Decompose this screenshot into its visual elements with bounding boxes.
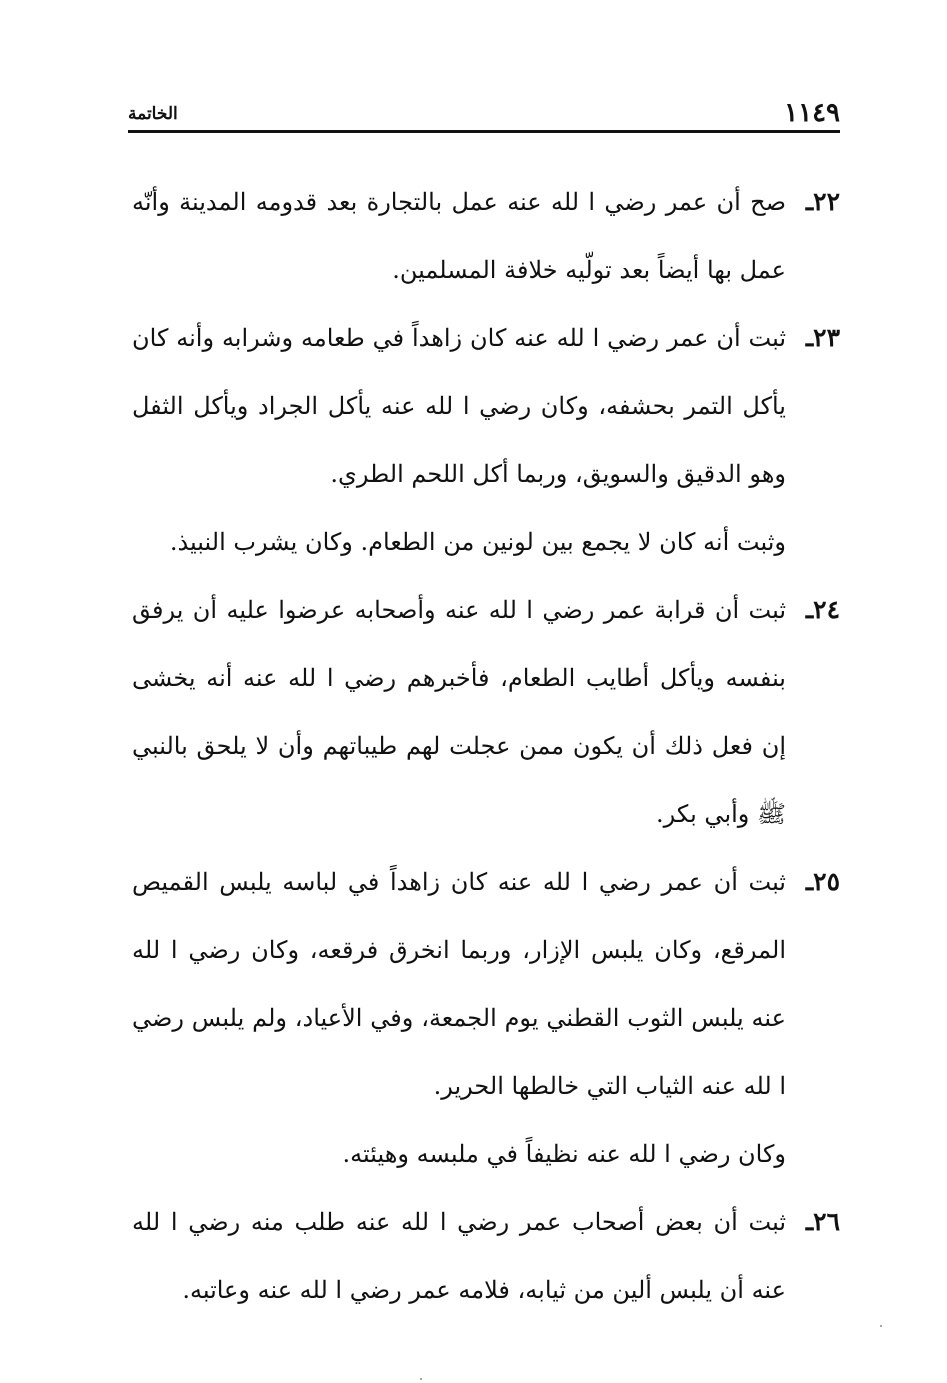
item-number: ٢٣ـ <box>805 323 840 352</box>
item-text: ثبت أن بعض أصحاب عمر رضي ا لله عنه طلب منه رضي ا لله عنه أن يلبس ألين من ثيابه، فلامه عمر رضي ا لله عنه وعاتبه. <box>132 1208 786 1304</box>
page-number: ١١٤٩ <box>784 98 840 128</box>
chapter-title: الخاتمة <box>128 104 178 124</box>
item-text: ثبت أن قرابة عمر رضي ا لله عنه وأصحابه عرضوا عليه أن يرفق بنفسه ويأكل أطايب الطعام، فأخبرهم رضي ا لله عنه أنه يخشى إن فعل ذلك أن يكون ممن عجلت لهم طيباتهم وأن لا يلحق بالنبي ﷺ وأبي بكر. <box>132 596 786 828</box>
item-number: ٢٦ـ <box>805 1207 840 1236</box>
list-item-26 <box>132 1188 840 1324</box>
continuation-paragraph: وكان رضي ا لله عنه نظيفاً في ملبسه وهيئته. <box>342 1140 786 1168</box>
running-header <box>128 96 840 133</box>
item-text: ثبت أن عمر رضي ا لله عنه كان زاهداً في طعامه وشرابه وأنه كان يأكل التمر بحشفه، وكان رضي ا لله عنه يأكل الجراد ويأكل الثفل وهو الدقيق والسويق، وربما أكل اللحم الطري. <box>132 324 786 488</box>
continuation-paragraph: وثبت أنه كان لا يجمع بين لونين من الطعام. وكان يشرب النبيذ. <box>169 528 786 556</box>
scan-speck <box>420 1378 422 1380</box>
list-item-25 <box>132 848 840 1120</box>
page-body <box>132 168 840 1324</box>
item-text: صح أن عمر رضي ا لله عنه عمل بالتجارة بعد قدومه المدينة وأنّه عمل بها أيضاً بعد تولّيه خلافة المسلمين. <box>132 188 786 284</box>
item-number: ٢٥ـ <box>805 867 840 896</box>
list-item-24 <box>132 576 840 848</box>
scan-speck <box>880 1325 882 1327</box>
item-number: ٢٤ـ <box>805 595 840 624</box>
list-item-22 <box>132 168 840 304</box>
item-number: ٢٢ـ <box>805 187 840 216</box>
list-item-23 <box>132 304 840 508</box>
item-text: ثبت أن عمر رضي ا لله عنه كان زاهداً في لباسه يلبس القميص المرقع، وكان يلبس الإزار، وربما انخرق فرقعه، وكان رضي ا لله عنه يلبس الثوب القطني يوم الجمعة، وفي الأعياد، ولم يلبس رضي ا لله عنه الثياب التي خالطها الحرير. <box>132 868 786 1100</box>
